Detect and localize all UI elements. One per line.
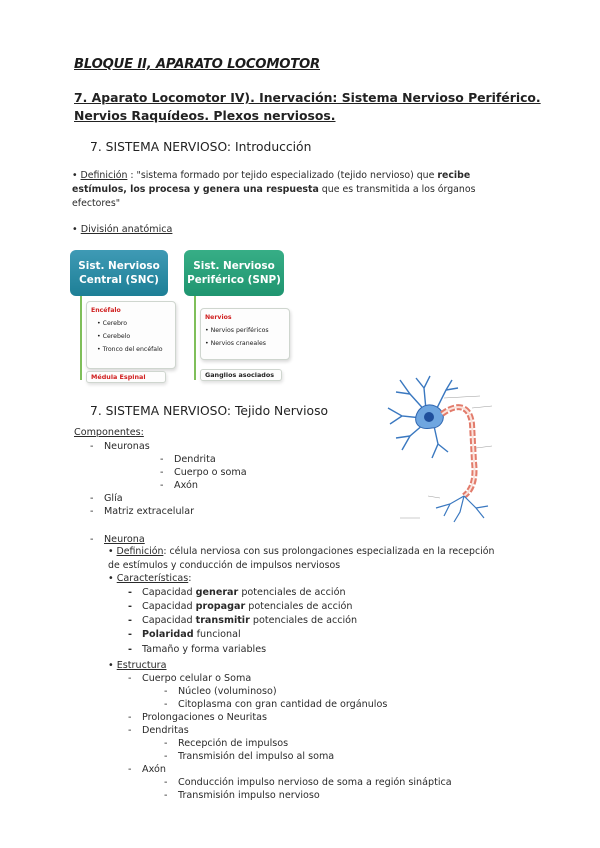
structure-subitem: - Conducción impulso nervioso de soma a región sináptica [164,777,452,788]
characteristics-label: Características [116,573,189,584]
block-title: BLOQUE II, APARATO LOCOMOTOR [74,57,321,72]
characteristic-item: - Tamaño y forma variables [128,644,267,655]
structure-label-row: • Estructura [108,660,167,671]
structure-subitem: - Recepción de impulsos [164,738,289,749]
components-label: Componentes: [74,427,144,438]
snc-box: Sist. Nervioso Central (SNC) [70,250,168,296]
definition-paragraph: • Definición : "sistema formado por tejido especializado (tejido nervioso) que recibe estímulos, los procesa y genera una respuesta que es transmitida a los órganos efectores" [72,170,476,209]
snp-item: Nervios periféricos [210,327,269,334]
snp-subbox: Nervios • Nervios periféricos • Nervios craneales [200,308,290,360]
snc-header: Encéfalo [91,307,121,314]
neuron-definition-text: : célula nerviosa con sus prolongaciones especializada en la recepción de estímulos y conducción de impulsos nerviosos [108,546,495,571]
snp-box: Sist. Nervioso Periférico (SNP) [184,250,284,296]
structure-item: - Cuerpo celular o Soma [128,673,252,684]
division-label: División anatómica [80,224,173,235]
characteristic-item: - Capacidad generar potenciales de acción [128,587,346,598]
characteristic-item: - Polaridad funcional [128,629,241,640]
topic-title-line1: 7. Aparato Locomotor IV). Inervación: Sistema Nervioso Periférico. [74,90,541,105]
snc-item: Cerebro [102,320,128,327]
intro-heading: 7. SISTEMA NERVIOSO: Introducción [90,140,312,154]
definition-label: Definición [80,170,128,181]
neuron-title-row: - Neurona [90,534,145,545]
definition-text-1: : "sistema formado por tejido especializado (tejido nervioso) que [127,170,438,181]
structure-label: Estructura [116,660,167,671]
component-item: - Neuronas [90,441,150,452]
snc-item: Cerebelo [102,333,131,340]
neuron-part: - Cuerpo o soma [160,467,247,478]
characteristics-label-row: • Características: [108,573,192,584]
snc-bracket [80,296,82,380]
structure-item: - Prolongaciones o Neuritas [128,712,267,723]
snp-header: Nervios [205,314,232,321]
neuron-definition-label: Definición [116,546,164,557]
division-label-row: • División anatómica [72,224,173,235]
structure-item: - Dendritas [128,725,189,736]
structure-subitem: - Citoplasma con gran cantidad de orgánulos [164,699,388,710]
snc-subbox: Encéfalo • Cerebro • Cerebelo • Tronco del encéfalo [86,301,176,369]
component-item: - Glía [90,493,123,504]
neuron-title: Neurona [104,534,145,545]
component-item: - Matriz extracelular [90,506,195,517]
definition-text-2: que es transmitida a los órganos efectores" [72,184,476,209]
structure-subitem: - Transmisión impulso nervioso [164,790,320,801]
neuron-part: - Dendrita [160,454,216,465]
definition-bold: recibe estímulos, los procesa y genera una respuesta [72,170,471,195]
snc-item: Tronco del encéfalo [102,346,163,353]
structure-subitem: - Transmisión del impulso al soma [164,751,335,762]
structure-item: - Axón [128,764,166,775]
axon-terminals [436,496,488,522]
topic-title [74,89,544,125]
snc-footer: Médula Espinal [86,371,166,383]
neuron-part: - Axón [160,480,198,491]
structure-subitem: - Núcleo (voluminoso) [164,686,277,697]
snp-bracket [194,296,196,380]
snp-footer: Ganglios asociados [200,369,282,381]
characteristic-item: - Capacidad propagar potenciales de acción [128,601,353,612]
neuron-illustration [380,372,520,532]
neuron-definition: • Definición: célula nerviosa con sus prolongaciones especializada en la recepción de estímulos y conducción de impulsos nerviosos [108,546,495,571]
topic-title-line2: Nervios Raquídeos. Plexos nerviosos. [74,108,336,123]
snp-item: Nervios craneales [210,340,266,347]
characteristic-item: - Capacidad transmitir potenciales de acción [128,615,358,626]
tissue-heading: 7. SISTEMA NERVIOSO: Tejido Nervioso [90,404,328,418]
nucleus [424,412,434,422]
